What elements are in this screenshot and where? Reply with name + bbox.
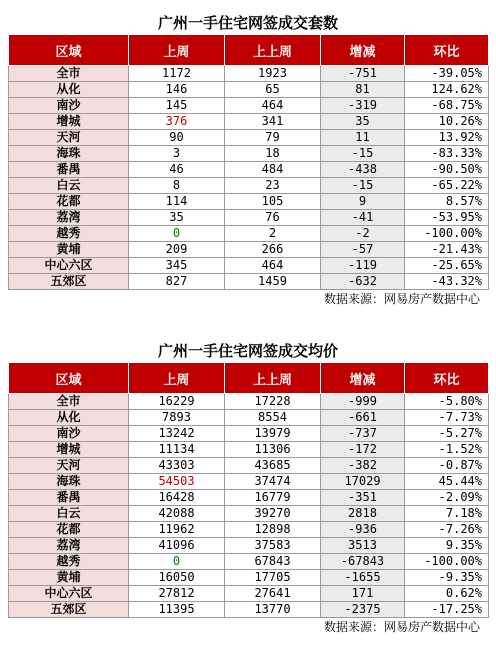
ratio-cell: -39.05% bbox=[405, 66, 489, 82]
change-cell: -2375 bbox=[321, 602, 405, 618]
ratio-cell: 10.26% bbox=[405, 114, 489, 130]
table-row bbox=[9, 538, 489, 554]
ratio-cell: 0.62% bbox=[405, 586, 489, 602]
change-cell: 2818 bbox=[321, 506, 405, 522]
prev-week-cell: 23 bbox=[225, 178, 321, 194]
table2-header-prev-week: 上上周 bbox=[225, 363, 321, 394]
prev-week-cell: 37474 bbox=[225, 474, 321, 490]
last-week-cell: 376 bbox=[129, 114, 225, 130]
region-cell: 白云 bbox=[9, 506, 129, 522]
table1-header-last-week: 上周 bbox=[129, 35, 225, 66]
prev-week-cell: 1459 bbox=[225, 274, 321, 290]
last-week-cell: 114 bbox=[129, 194, 225, 210]
last-week-cell: 16229 bbox=[129, 394, 225, 410]
region-cell: 中心六区 bbox=[9, 258, 129, 274]
region-cell: 荔湾 bbox=[9, 210, 129, 226]
table1-header-row bbox=[9, 35, 489, 66]
table-row bbox=[9, 226, 489, 242]
table1-header-change: 增减 bbox=[321, 35, 405, 66]
last-week-cell: 0 bbox=[129, 554, 225, 570]
change-cell: 81 bbox=[321, 82, 405, 98]
last-week-cell: 43303 bbox=[129, 458, 225, 474]
prev-week-cell: 12898 bbox=[225, 522, 321, 538]
table-row bbox=[9, 98, 489, 114]
change-cell: -41 bbox=[321, 210, 405, 226]
last-week-cell: 35 bbox=[129, 210, 225, 226]
change-cell: -172 bbox=[321, 442, 405, 458]
ratio-cell: 7.18% bbox=[405, 506, 489, 522]
table-row bbox=[9, 274, 489, 290]
region-cell: 黄埔 bbox=[9, 570, 129, 586]
table-row bbox=[9, 258, 489, 274]
region-cell: 南沙 bbox=[9, 98, 129, 114]
prev-week-cell: 43685 bbox=[225, 458, 321, 474]
change-cell: 171 bbox=[321, 586, 405, 602]
ratio-cell: 9.35% bbox=[405, 538, 489, 554]
ratio-cell: 124.62% bbox=[405, 82, 489, 98]
prev-week-cell: 11306 bbox=[225, 442, 321, 458]
region-cell: 花都 bbox=[9, 522, 129, 538]
change-cell: -319 bbox=[321, 98, 405, 114]
ratio-cell: -5.27% bbox=[405, 426, 489, 442]
ratio-cell: -53.95% bbox=[405, 210, 489, 226]
last-week-cell: 345 bbox=[129, 258, 225, 274]
prev-week-cell: 13770 bbox=[225, 602, 321, 618]
last-week-cell: 27812 bbox=[129, 586, 225, 602]
last-week-cell: 11962 bbox=[129, 522, 225, 538]
region-cell: 海珠 bbox=[9, 146, 129, 162]
table-row bbox=[9, 506, 489, 522]
table-row bbox=[9, 394, 489, 410]
prev-week-cell: 17228 bbox=[225, 394, 321, 410]
last-week-cell: 16050 bbox=[129, 570, 225, 586]
last-week-cell: 827 bbox=[129, 274, 225, 290]
ratio-cell: -68.75% bbox=[405, 98, 489, 114]
prev-week-cell: 105 bbox=[225, 194, 321, 210]
prev-week-cell: 39270 bbox=[225, 506, 321, 522]
change-cell: -15 bbox=[321, 178, 405, 194]
table1-header-prev-week: 上上周 bbox=[225, 35, 321, 66]
table-row bbox=[9, 570, 489, 586]
table1-header-ratio: 环比 bbox=[405, 35, 489, 66]
prev-week-cell: 464 bbox=[225, 98, 321, 114]
ratio-cell: -43.32% bbox=[405, 274, 489, 290]
change-cell: -438 bbox=[321, 162, 405, 178]
region-cell: 全市 bbox=[9, 394, 129, 410]
table-row bbox=[9, 178, 489, 194]
table2-header-change: 增减 bbox=[321, 363, 405, 394]
change-cell: 11 bbox=[321, 130, 405, 146]
change-cell: 3513 bbox=[321, 538, 405, 554]
prev-week-cell: 37583 bbox=[225, 538, 321, 554]
change-cell: -999 bbox=[321, 394, 405, 410]
region-cell: 从化 bbox=[9, 82, 129, 98]
last-week-cell: 146 bbox=[129, 82, 225, 98]
ratio-cell: -21.43% bbox=[405, 242, 489, 258]
last-week-cell: 8 bbox=[129, 178, 225, 194]
table-row bbox=[9, 242, 489, 258]
last-week-cell: 7893 bbox=[129, 410, 225, 426]
ratio-cell: -17.25% bbox=[405, 602, 489, 618]
region-cell: 白云 bbox=[9, 178, 129, 194]
table2-title: 广州一手住宅网签成交均价 bbox=[157, 342, 338, 360]
table2-source: 数据来源：网易房产数据中心 bbox=[323, 620, 480, 634]
prev-week-cell: 27641 bbox=[225, 586, 321, 602]
table-row bbox=[9, 82, 489, 98]
table-row bbox=[9, 474, 489, 490]
region-cell: 越秀 bbox=[9, 554, 129, 570]
change-cell: -936 bbox=[321, 522, 405, 538]
ratio-cell: -83.33% bbox=[405, 146, 489, 162]
region-cell: 天河 bbox=[9, 458, 129, 474]
change-cell: -119 bbox=[321, 258, 405, 274]
table-row bbox=[9, 146, 489, 162]
last-week-cell: 0 bbox=[129, 226, 225, 242]
region-cell: 荔湾 bbox=[9, 538, 129, 554]
prev-week-cell: 1923 bbox=[225, 66, 321, 82]
table-row bbox=[9, 602, 489, 618]
change-cell: 17029 bbox=[321, 474, 405, 490]
table-row bbox=[9, 426, 489, 442]
last-week-cell: 3 bbox=[129, 146, 225, 162]
table2-header-row bbox=[9, 363, 489, 394]
table-row bbox=[9, 522, 489, 538]
change-cell: -737 bbox=[321, 426, 405, 442]
table1 bbox=[8, 34, 489, 290]
table1-source: 数据来源：网易房产数据中心 bbox=[323, 292, 480, 306]
table-row bbox=[9, 66, 489, 82]
prev-week-cell: 65 bbox=[225, 82, 321, 98]
region-cell: 增城 bbox=[9, 114, 129, 130]
table-row bbox=[9, 490, 489, 506]
table-row bbox=[9, 210, 489, 226]
ratio-cell: -5.80% bbox=[405, 394, 489, 410]
last-week-cell: 11134 bbox=[129, 442, 225, 458]
region-cell: 越秀 bbox=[9, 226, 129, 242]
region-cell: 从化 bbox=[9, 410, 129, 426]
prev-week-cell: 16779 bbox=[225, 490, 321, 506]
table-row bbox=[9, 194, 489, 210]
change-cell: -382 bbox=[321, 458, 405, 474]
region-cell: 黄埔 bbox=[9, 242, 129, 258]
change-cell: -751 bbox=[321, 66, 405, 82]
ratio-cell: -0.87% bbox=[405, 458, 489, 474]
ratio-cell: -90.50% bbox=[405, 162, 489, 178]
table2 bbox=[8, 362, 489, 618]
ratio-cell: -2.09% bbox=[405, 490, 489, 506]
prev-week-cell: 67843 bbox=[225, 554, 321, 570]
prev-week-cell: 341 bbox=[225, 114, 321, 130]
last-week-cell: 1172 bbox=[129, 66, 225, 82]
table-row bbox=[9, 410, 489, 426]
ratio-cell: 13.92% bbox=[405, 130, 489, 146]
prev-week-cell: 2 bbox=[225, 226, 321, 242]
change-cell: -57 bbox=[321, 242, 405, 258]
prev-week-cell: 13979 bbox=[225, 426, 321, 442]
last-week-cell: 209 bbox=[129, 242, 225, 258]
change-cell: 35 bbox=[321, 114, 405, 130]
table-row bbox=[9, 442, 489, 458]
region-cell: 花都 bbox=[9, 194, 129, 210]
table-row bbox=[9, 114, 489, 130]
table1-body bbox=[9, 66, 489, 290]
prev-week-cell: 464 bbox=[225, 258, 321, 274]
prev-week-cell: 79 bbox=[225, 130, 321, 146]
table-row bbox=[9, 458, 489, 474]
prev-week-cell: 266 bbox=[225, 242, 321, 258]
change-cell: -2 bbox=[321, 226, 405, 242]
ratio-cell: -7.26% bbox=[405, 522, 489, 538]
table-row bbox=[9, 162, 489, 178]
change-cell: -67843 bbox=[321, 554, 405, 570]
ratio-cell: -65.22% bbox=[405, 178, 489, 194]
table1-block bbox=[8, 12, 488, 308]
prev-week-cell: 18 bbox=[225, 146, 321, 162]
change-cell: -1655 bbox=[321, 570, 405, 586]
table2-block bbox=[8, 340, 488, 636]
ratio-cell: -1.52% bbox=[405, 442, 489, 458]
ratio-cell: -100.00% bbox=[405, 554, 489, 570]
last-week-cell: 42088 bbox=[129, 506, 225, 522]
region-cell: 番禺 bbox=[9, 162, 129, 178]
ratio-cell: 45.44% bbox=[405, 474, 489, 490]
prev-week-cell: 8554 bbox=[225, 410, 321, 426]
last-week-cell: 46 bbox=[129, 162, 225, 178]
region-cell: 海珠 bbox=[9, 474, 129, 490]
ratio-cell: -25.65% bbox=[405, 258, 489, 274]
region-cell: 番禺 bbox=[9, 490, 129, 506]
table1-title: 广州一手住宅网签成交套数 bbox=[157, 14, 338, 32]
region-cell: 增城 bbox=[9, 442, 129, 458]
last-week-cell: 41096 bbox=[129, 538, 225, 554]
table1-header-region: 区域 bbox=[9, 35, 129, 66]
change-cell: -15 bbox=[321, 146, 405, 162]
last-week-cell: 54503 bbox=[129, 474, 225, 490]
ratio-cell: -7.73% bbox=[405, 410, 489, 426]
table-row bbox=[9, 130, 489, 146]
last-week-cell: 90 bbox=[129, 130, 225, 146]
table2-header-ratio: 环比 bbox=[405, 363, 489, 394]
prev-week-cell: 17705 bbox=[225, 570, 321, 586]
change-cell: -632 bbox=[321, 274, 405, 290]
ratio-cell: 8.57% bbox=[405, 194, 489, 210]
change-cell: 9 bbox=[321, 194, 405, 210]
table2-header-last-week: 上周 bbox=[129, 363, 225, 394]
table-row bbox=[9, 586, 489, 602]
last-week-cell: 13242 bbox=[129, 426, 225, 442]
last-week-cell: 145 bbox=[129, 98, 225, 114]
table2-header-region: 区域 bbox=[9, 363, 129, 394]
region-cell: 南沙 bbox=[9, 426, 129, 442]
table-row bbox=[9, 554, 489, 570]
region-cell: 天河 bbox=[9, 130, 129, 146]
prev-week-cell: 76 bbox=[225, 210, 321, 226]
change-cell: -351 bbox=[321, 490, 405, 506]
table2-body bbox=[9, 394, 489, 618]
region-cell: 全市 bbox=[9, 66, 129, 82]
region-cell: 五郊区 bbox=[9, 602, 129, 618]
last-week-cell: 11395 bbox=[129, 602, 225, 618]
region-cell: 五郊区 bbox=[9, 274, 129, 290]
change-cell: -661 bbox=[321, 410, 405, 426]
region-cell: 中心六区 bbox=[9, 586, 129, 602]
ratio-cell: -100.00% bbox=[405, 226, 489, 242]
last-week-cell: 16428 bbox=[129, 490, 225, 506]
prev-week-cell: 484 bbox=[225, 162, 321, 178]
ratio-cell: -9.35% bbox=[405, 570, 489, 586]
